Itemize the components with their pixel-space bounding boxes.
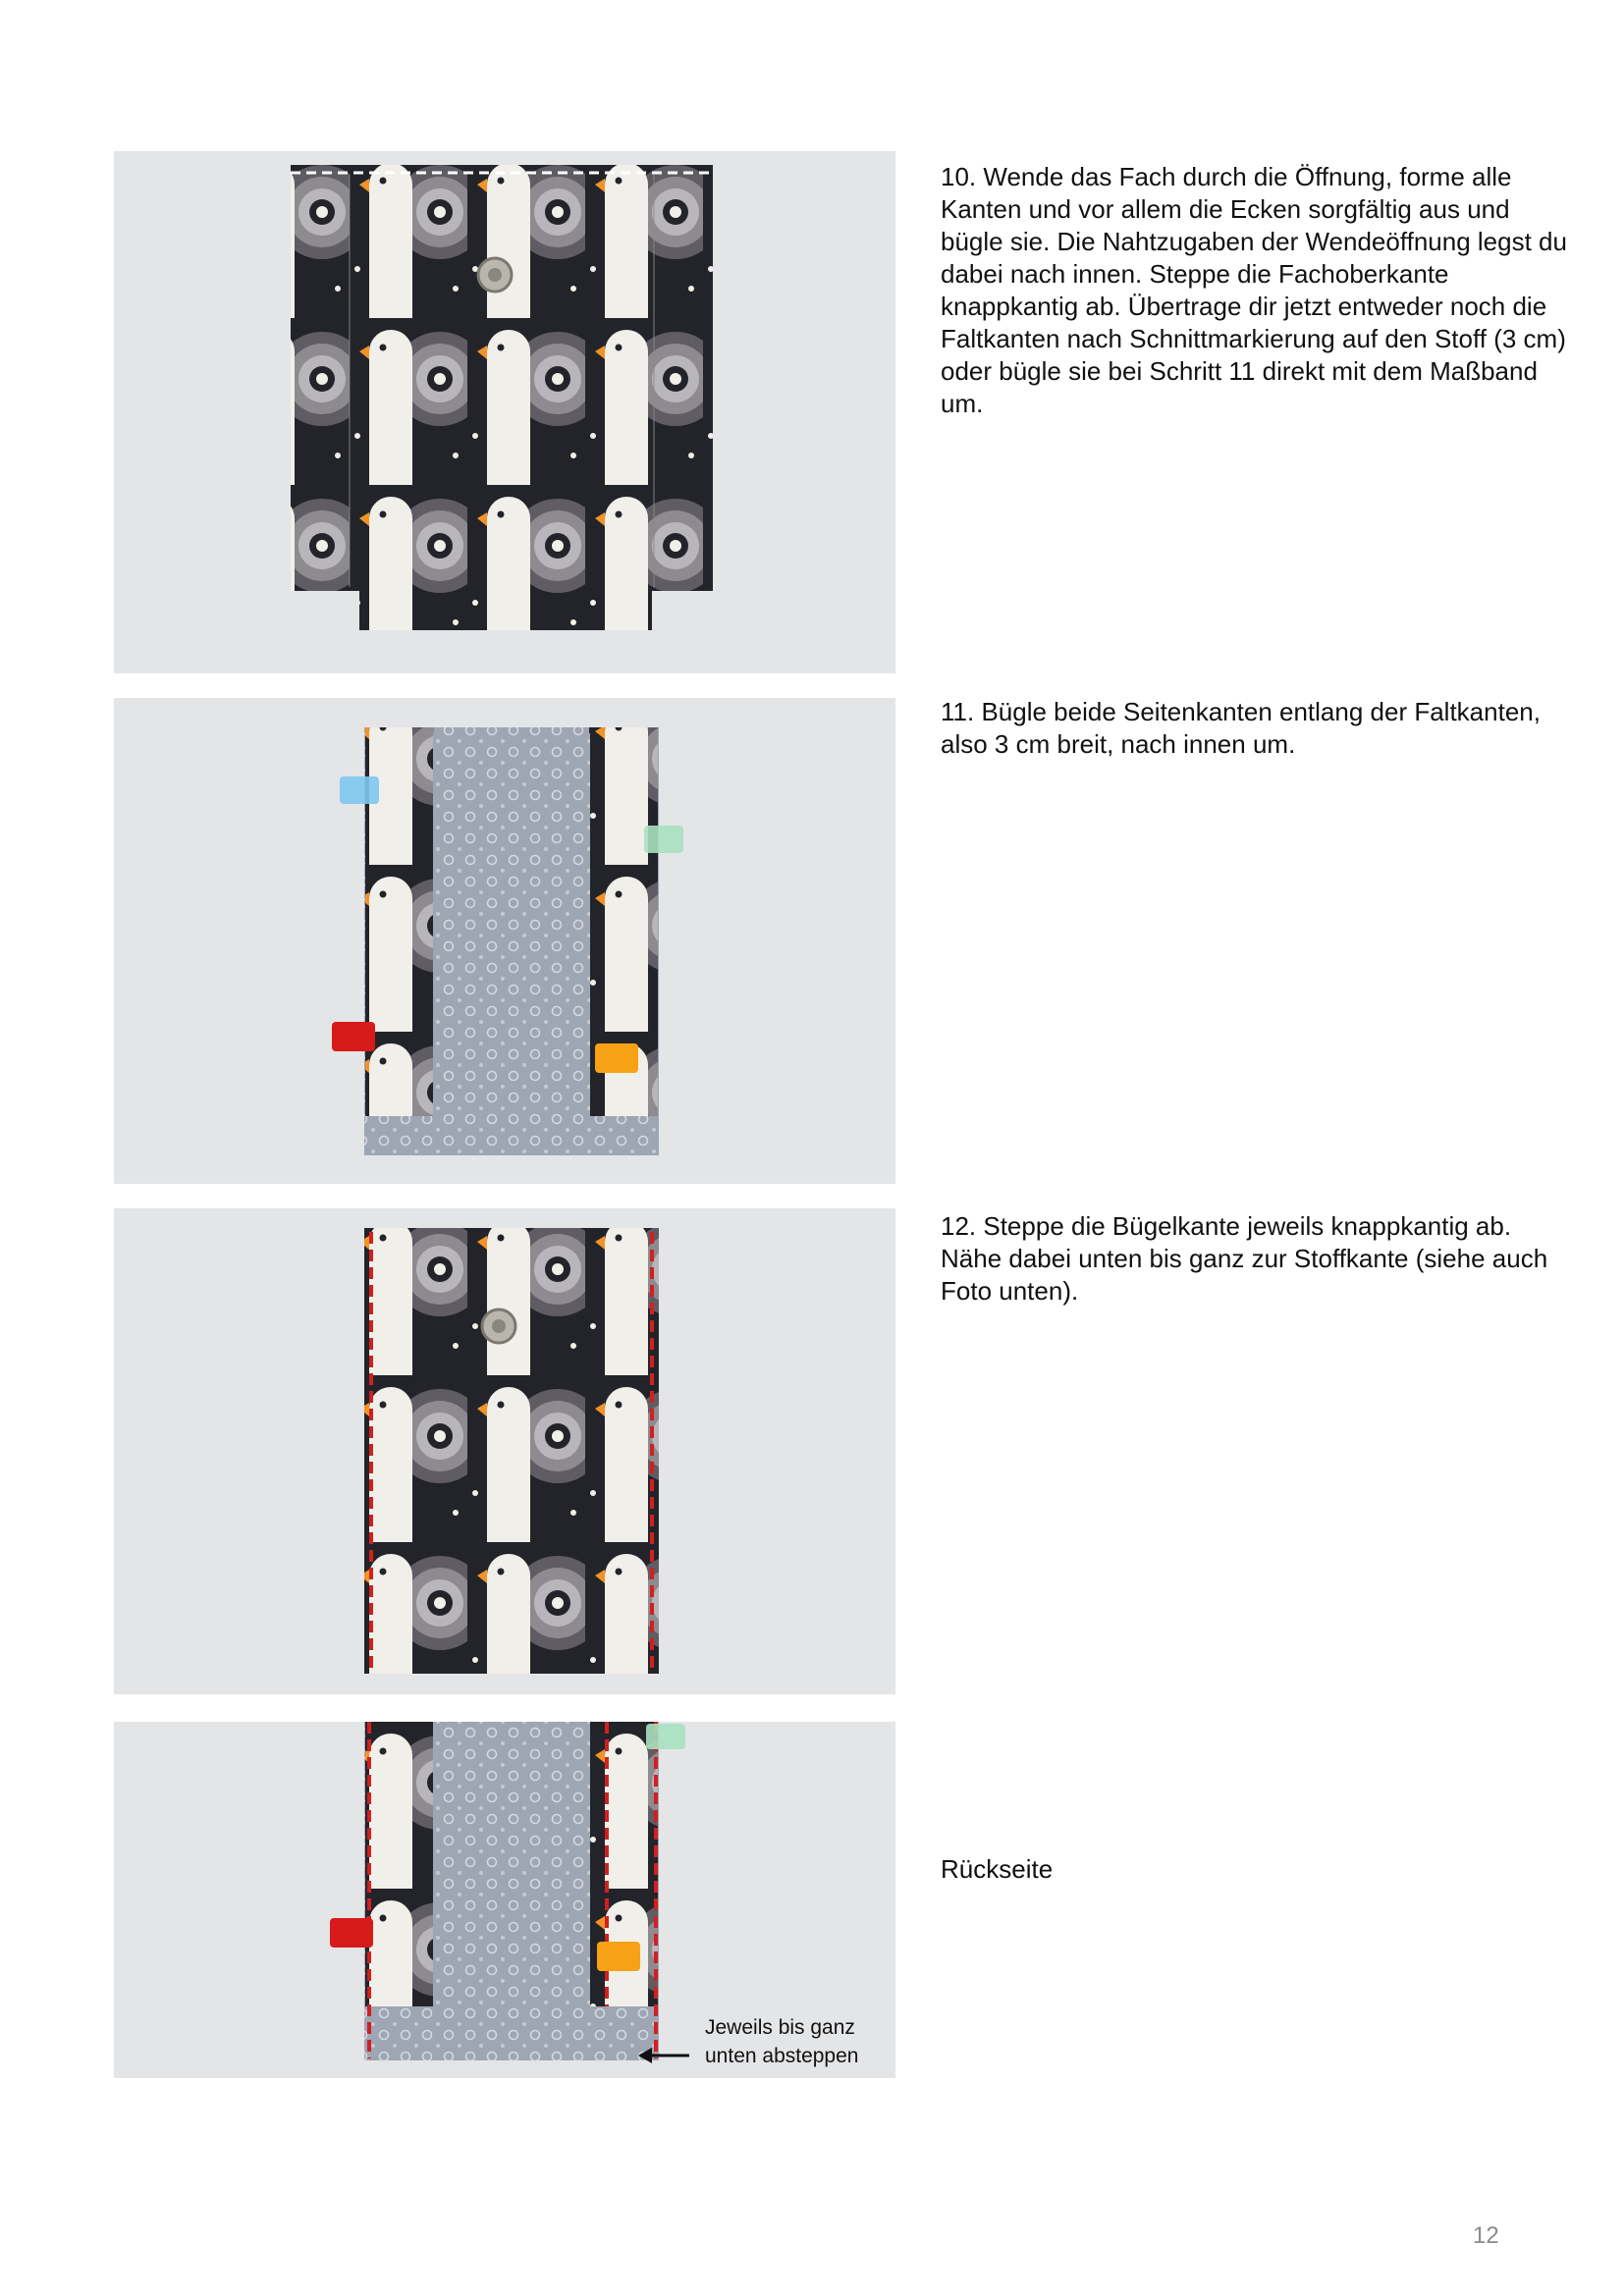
red-clip-icon (332, 1022, 375, 1051)
annotation-line-2: unten absteppen (705, 2045, 859, 2067)
step-12-text: 12. Steppe die Bügelkante jeweils knappkantig ab. Nähe dabei unten bis ganz zur Stoffkante (siehe auch Foto unten). (941, 1211, 1548, 1306)
blue-clip-icon (340, 776, 379, 804)
step-10-text: 10. Wende das Fach durch die Öffnung, forme alle Kanten und vor allem die Ecken sorgfältig aus und bügle sie. Die Nahtzugaben der Wendeöffnung legst du dabei nach innen. Steppe die Fachoberkante knappkantig ab. Übertrage dir jetzt entweder noch die Faltkanten nach Schnittmarkierung auf den Stoff (3 cm) oder bügle sie bei Schritt 11 direkt mit dem Maßband um. (941, 162, 1567, 418)
green-clip-icon (646, 1724, 685, 1749)
photo-step-12 (114, 1208, 895, 1694)
photo-step-10 (114, 151, 895, 673)
orange-clip-icon (595, 1043, 638, 1073)
fabric-back-side-photo (114, 1722, 895, 2078)
fabric-sides-folded-photo (114, 698, 895, 1184)
page-number: 12 (1473, 2222, 1499, 2249)
photo-back-side (114, 1722, 895, 2078)
green-clip-icon (644, 826, 683, 853)
red-clip-icon (330, 1918, 373, 1948)
fabric-edge-stitched-photo (114, 1208, 895, 1694)
photo-step-11 (114, 698, 895, 1184)
step-11-text: 11. Bügle beide Seitenkanten entlang der Faltkanten, also 3 cm breit, nach innen um. (941, 697, 1541, 759)
annotation-line-1: Jeweils bis ganz (705, 2016, 855, 2039)
fabric-pocket-turned-photo (114, 151, 895, 673)
back-side-label: Rückseite (941, 1854, 1054, 1884)
orange-clip-icon (597, 1942, 640, 1971)
